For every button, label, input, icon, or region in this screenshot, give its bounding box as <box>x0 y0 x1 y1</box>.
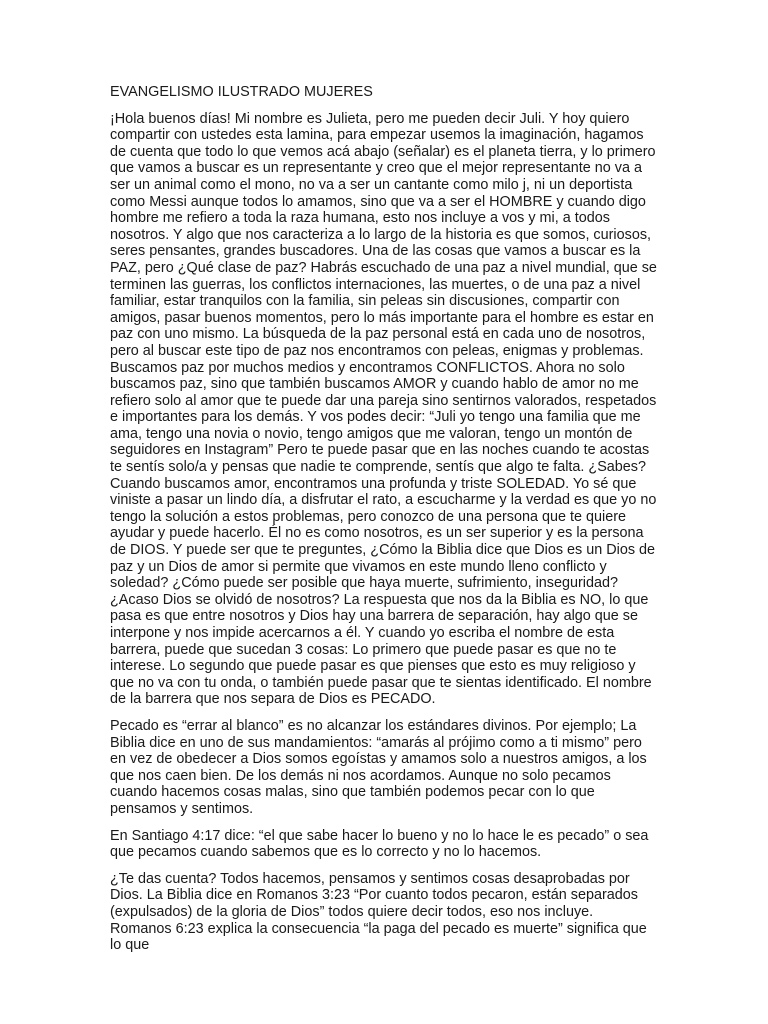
document-title: EVANGELISMO ILUSTRADO MUJERES <box>110 84 373 100</box>
paragraph-intro: ¡Hola buenos días! Mi nombre es Julieta, pero me pueden decir Juli. Y hoy quiero compartir con ustedes esta lamina, para empezar usemos la imaginación, hagamos de cuenta que todo lo que vemos acá abajo (señalar) es el planeta tierra, y lo primero que vamos a buscar es un representante y creo que el mejor representante no va a ser un animal como el mono, no va a ser un cantante como milo j, ni un deportista como Messi aunque todos lo amamos, sino que va a ser el HOMBRE y cuando digo hombre me refiero a toda la raza humana, esto nos incluye a vos y mi, a todos nosotros. Y algo que nos caracteriza a lo largo de la historia es que somos, curiosos, seres pensantes, grandes buscadores. Una de las cosas que vamos a buscar es la PAZ, pero ¿Qué clase de paz? Habrás escuchado de una paz a nivel mundial, que se terminen las guerras, los conflictos internaciones, las muertes, o de una paz a nivel familiar, estar tranquilos con la familia, sin peleas sin discusiones, compartir con amigos, pasar buenos momentos, pero lo más importante para el hombre es estar en paz con uno mismo. La búsqueda de la paz personal está en cada uno de nosotros, pero al buscar este tipo de paz nos encontramos con peleas, enigmas y problemas. Buscamos paz por muchos medios y encontramos CONFLICTOS. Ahora no solo buscamos paz, sino que también buscamos AMOR y cuando hablo de amor no me refiero solo al amor que te puede dar una pareja sino sentirnos valorados, respetados e importantes para los demás. Y vos podes decir: “Juli yo tengo una familia que me ama, tengo una novia o novio, tengo amigos que me valoran, tengo un montón de seguidores en Instagram” Pero te puede pasar que en las noches cuando te acostas te sentís solo/a y pensas que nadie te comprende, sentís que algo te falta. ¿Sabes? Cuando buscamos amor, encontramos una profunda y triste SOLEDAD. Yo sé que viniste a pasar un lindo día, a disfrutar el rato, a escucharme y la verdad es que yo no tengo la solución a estos problemas, pero conozco de una persona que te quiere ayudar y puede hacerlo. Él no es como nosotros, es un ser superior y es la persona de DIOS. Y puede ser que te preguntes, ¿Cómo la Biblia dice que Dios es un Dios de paz y un Dios de amor si permite que vivamos en este mundo lleno conflicto y soledad? ¿Cómo puede ser posible que haya muerte, sufrimiento, inseguridad? ¿Acaso Dios se olvidó de nosotros? La respuesta que nos da la Biblia es NO, lo que pasa es que entre nosotros y Dios hay una barrera de separación, hay algo que se interpone y nos impide acercarnos a él. Y cuando yo escriba el nombre de esta barrera, puede que sucedan 3 cosas: Lo primero que puede pasar es que no te interese. Lo segundo que puede pasar es que pienses que esto es muy religioso y que no va con tu onda, o también puede pasar que te sientas identificado. El nombre de la barrera que nos separa de Dios es PECADO. <box>110 110 657 708</box>
document-page <box>110 84 658 964</box>
paragraph-romanos: ¿Te das cuenta? Todos hacemos, pensamos y sentimos cosas desaprobadas por Dios. La Biblia dice en Romanos 3:23 “Por cuanto todos pecaron, están separados (expulsados) de la gloria de Dios” todos quiere decir todos, eso nos incluye. Romanos 6:23 explica la consecuencia “la paga del pecado es muerte” significa que lo que <box>110 870 647 954</box>
paragraph-pecado: Pecado es “errar al blanco” es no alcanzar los estándares divinos. Por ejemplo; La Biblia dice en uno de sus mandamientos: “amarás al prójimo como a ti mismo” pero en vez de obedecer a Dios somos egoístas y amamos solo a nuestros amigos, a los que nos caen bien. De los demás ni nos acordamos. Aunque no solo pecamos cuando hacemos cosas malas, sino que también podemos pecar con lo que pensamos y sentimos. <box>110 717 647 817</box>
paragraph-santiago: En Santiago 4:17 dice: “el que sabe hacer lo bueno y no lo hace le es pecado” o sea que pecamos cuando sabemos que es lo correcto y no lo hacemos. <box>110 827 649 861</box>
